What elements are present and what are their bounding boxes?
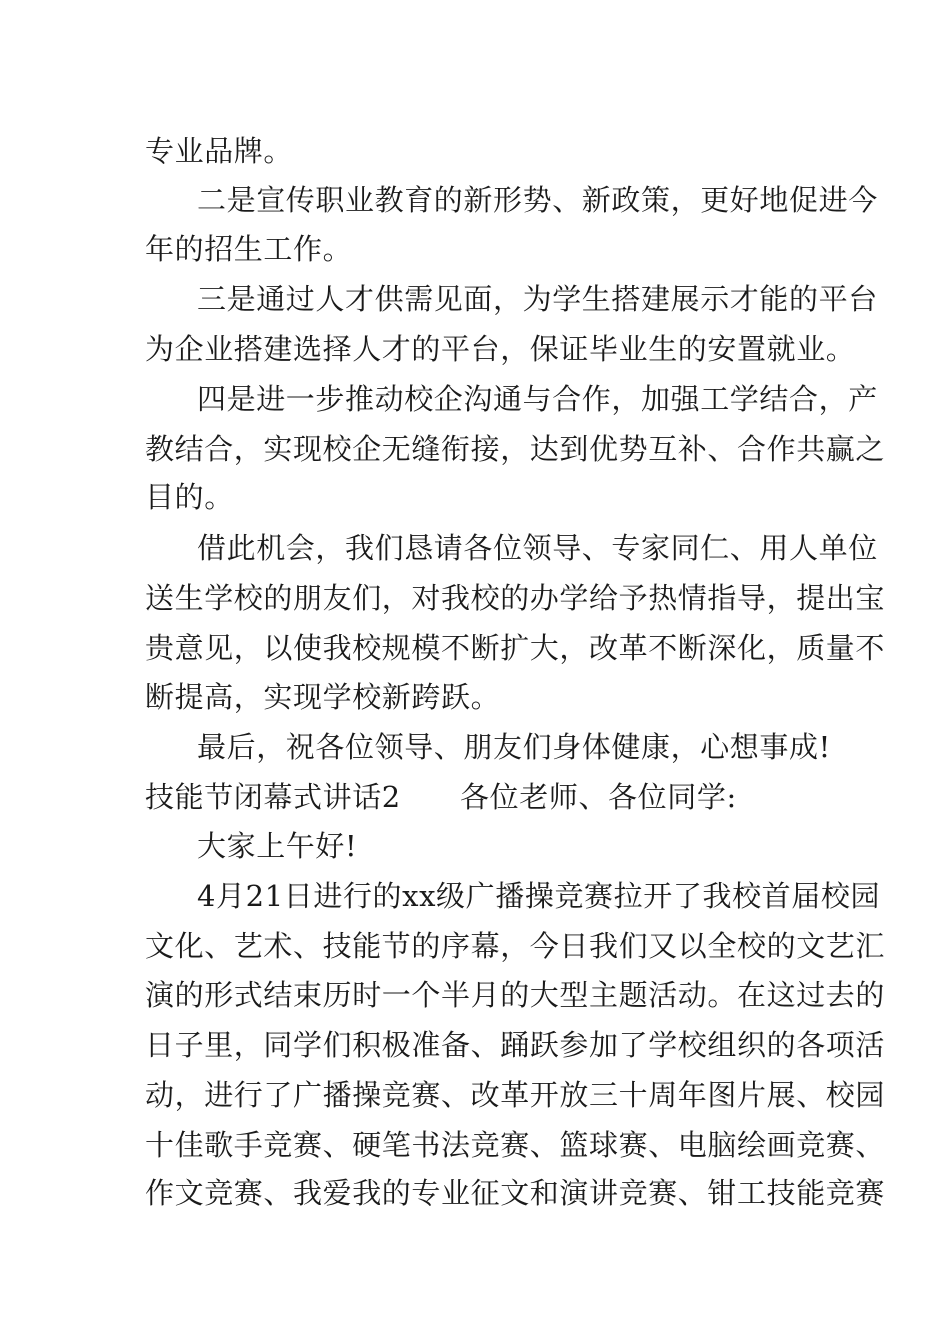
text-line: 专业品牌。 [145, 134, 294, 168]
text-line: 动，进行了广播操竞赛、改革开放三十周年图片展、校园 [145, 1078, 886, 1112]
text-line: 年的招生工作。 [145, 232, 353, 266]
text-line: 为企业搭建选择人才的平台，保证毕业生的安置就业。 [145, 332, 856, 366]
text-line: 日子里，同学们积极准备、踊跃参加了学校组织的各项活 [145, 1028, 886, 1062]
text-line: 三是通过人才供需见面，为学生搭建展示才能的平台 [197, 282, 878, 316]
text-line: 演的形式结束历时一个半月的大型主题活动。在这过去的 [145, 978, 886, 1012]
text-line: 教结合，实现校企无缝衔接，达到优势互补、合作共赢之 [145, 432, 886, 466]
text-line: 贵意见，以使我校规模不断扩大，改革不断深化，质量不 [145, 631, 886, 665]
text-line: 作文竞赛、我爱我的专业征文和演讲竞赛、钳工技能竞赛 [145, 1176, 886, 1210]
text-line: 4月21日进行的xx级广播操竞赛拉开了我校首届校园 [197, 879, 881, 913]
text-line: 借此机会，我们恳请各位领导、专家同仁、用人单位 [197, 531, 878, 565]
text-line: 目的。 [145, 480, 234, 514]
text-line: 大家上午好! [197, 829, 358, 863]
text-line: 四是进一步推动校企沟通与合作，加强工学结合，产 [197, 382, 878, 416]
text-line: 断提高，实现学校新跨跃。 [145, 680, 501, 714]
text-line: 二是宣传职业教育的新形势、新政策，更好地促进今 [197, 183, 878, 217]
text-line: 文化、艺术、技能节的序幕，今日我们又以全校的文艺汇 [145, 929, 886, 963]
section-heading: 技能节闭幕式讲话2 各位老师、各位同学: [145, 780, 737, 814]
text-line: 送生学校的朋友们，对我校的办学给予热情指导，提出宝 [145, 581, 886, 615]
text-line: 十佳歌手竞赛、硬笔书法竞赛、篮球赛、电脑绘画竞赛、 [145, 1128, 886, 1162]
text-line: 最后，祝各位领导、朋友们身体健康，心想事成! [197, 730, 831, 764]
